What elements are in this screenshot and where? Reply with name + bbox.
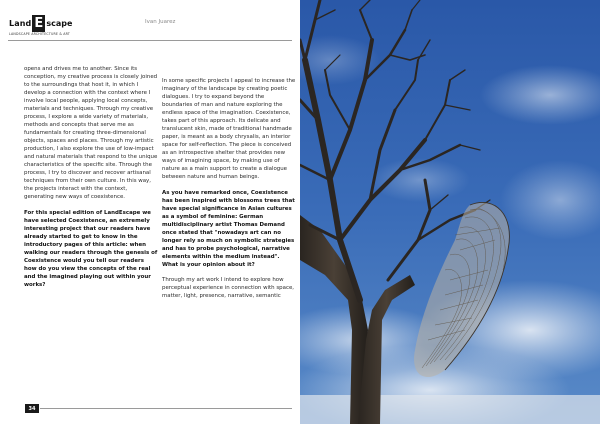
page-number: 34 xyxy=(25,404,39,413)
logo-e-block: E xyxy=(32,15,45,32)
paragraph: In some specific projects I appeal to increase the imaginary of the landscape by creating poetic dialogues. I try to expand beyond the boundaries of man and nature exploring the endless space of the imagination. Coexistence, takes part of this approach. Its delicate and translucent skin, made of traditional handmade paper, is meant as a body chrysalis, an interior space for self-reflection. The piece is conceived as an introspective shelter that provides new ways of imagining space, by making use of nature as a main support to create a dialogue between nature and human beings. xyxy=(162,78,296,180)
logo-land-text: Land xyxy=(9,18,32,28)
interview-question: For this special edition of LandEscape we have selected Coexistence, an extremely interesting project that our readers have already started to get to know in the introductory pages of this article: when walking our readers through the genesis of Coexistence would you tell our readers how do you view the concepts of the real and the imagined playing out within your works? xyxy=(24,209,158,288)
paragraph: Through my art work I intend to explore how perceptual experience in connection with space, matter, light, presence, narrative, semantic xyxy=(162,277,295,300)
interview-question: As you have remarked once, Coexistence has been inspired with blossoms trees that have special significance in Asian cultures as a symbol of feminine: German multidisciplinary artist Thomas Demand once stated that "nowadays art can no longer rely so much on symbolic strategies and has to probe psychological, narrative elements within the medium instead". What is your opinion about it? xyxy=(162,189,295,268)
header-author: Ivan Juarez xyxy=(145,19,176,25)
tree-photo xyxy=(300,0,600,424)
text-column-1 xyxy=(24,65,158,296)
paragraph: opens and drives me to another. Since its conception, my creative process is closely joined to the surroundings that host it, in which I develop a connection with the context where I involve local people, applying local concepts, materials and techniques. Through my creative process, I explore a wide variety of materials, methods and concepts that serve me as fundamentals for creating three-dimensional objects, spaces and places. Through my artistic production, I also explore the use of low-impact and natural materials that respond to the unique characteristics of the specific site. Through the process, I try to discover and recover artisanal techniques from their own culture. In this way, the projects interact with the context, generating new ways of coexistence. xyxy=(24,66,158,200)
logo-tagline: LANDSCAPE ARCHITECTURE & ART xyxy=(9,32,70,36)
photo-page xyxy=(300,0,600,424)
header-divider xyxy=(8,40,292,41)
text-column-2 xyxy=(162,77,296,308)
footer-divider xyxy=(40,408,292,409)
magazine-logo xyxy=(9,14,72,32)
logo-scape-text: scape xyxy=(46,18,73,28)
